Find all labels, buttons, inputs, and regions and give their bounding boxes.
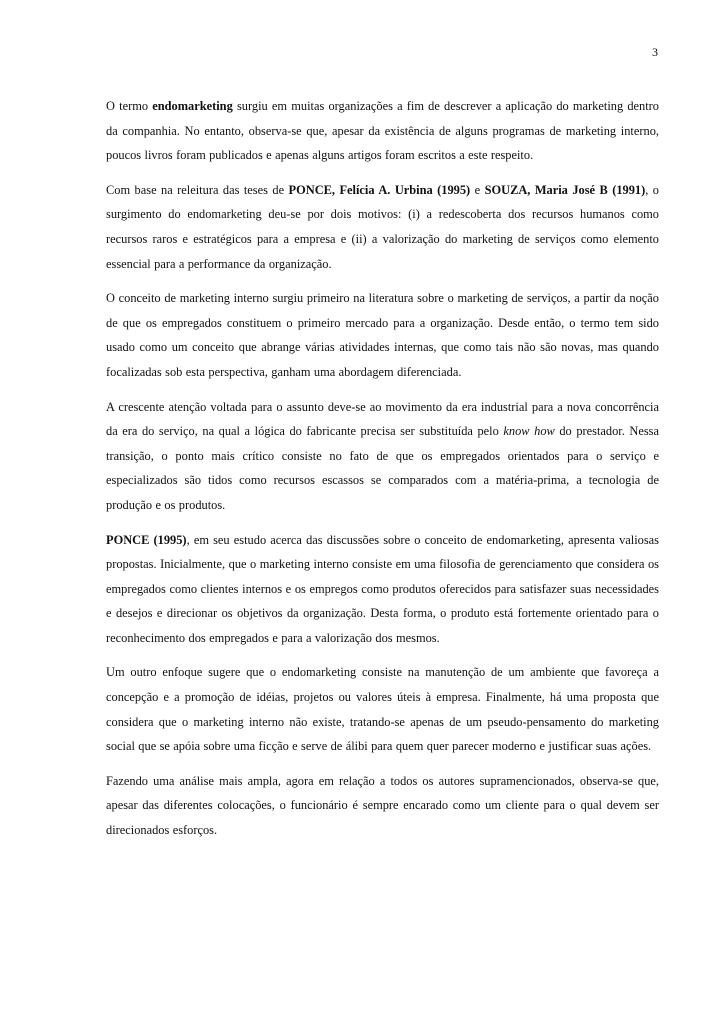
- text-run: Fazendo uma análise mais ampla, agora em relação a todos os autores supramencionados, observa-se que, apesar das diferentes colocações, o funcionário é sempre encarado como um cliente para o qual devem ser direcionados esforços.: [106, 773, 659, 838]
- text-run: , em seu estudo acerca das discussões sobre o conceito de endomarketing, apresenta valiosas propostas. Inicialmente, que o marketing interno consiste em uma filosofia de gerenciamento que considera os empregados como clientes internos e os empregos como produtos oferecidos para satisfazer suas necessidades e desejos e direcionar os objetivos da organização. Desta forma, o produto está fortemente orientado para o reconhecimento dos empregados e para a valorização dos mesmos.: [106, 532, 659, 645]
- text-run: surgiu em muitas organizações a fim de descrever a aplicação do marketing dentro da companhia. No entanto, observa-se que, apesar da existência de alguns programas de marketing interno, poucos livros foram publicados e apenas alguns artigos foram escritos a este respeito.: [106, 99, 659, 163]
- document-body: [106, 94, 659, 853]
- bold-term-endomarketing: endomarketing: [152, 99, 233, 113]
- citation-souza: SOUZA, Maria José B (1991): [484, 182, 646, 197]
- text-run: O termo: [106, 99, 153, 113]
- page-number: 3: [652, 45, 658, 59]
- text-run: O conceito de marketing interno surgiu primeiro na literatura sobre o marketing de serviços, a partir da noção de que os empregados constituem o primeiro mercado para a organização. Desde então, o termo tem sido usado como um conceito que abrange várias atividades internas, que como tais não são novas, mas quando focalizadas sob esta perspectiva, ganham uma abordagem diferenciada.: [106, 291, 659, 379]
- paragraph-5: [106, 528, 659, 651]
- paragraph-6: [106, 660, 659, 758]
- paragraph-2: [106, 178, 659, 276]
- paragraph-1: [106, 94, 659, 168]
- text-run: Com base na releitura das teses de: [106, 182, 289, 197]
- paragraph-3: [106, 286, 659, 384]
- text-run: A crescente atenção voltada para o assunto deve-se ao movimento da era industrial para a nova concorrência da era do serviço, na qual a lógica do fabricante precisa ser substituída pelo: [106, 399, 659, 439]
- italic-term-know-how: know how: [503, 424, 555, 439]
- paragraph-4: [106, 395, 659, 518]
- text-run: Um outro enfoque sugere que o endomarketing consiste na manutenção de um ambiente que favoreça a concepção e a promoção de idéias, projetos ou valores úteis à empresa. Finalmente, há uma proposta que considera que o marketing interno não existe, tratando-se apenas de um pseudo-pensamento do marketing social que se apóia sobre uma ficção e serve de álibi para quem quer parecer moderno e justificar suas ações.: [106, 665, 659, 754]
- citation-ponce-1995: PONCE (1995): [106, 532, 187, 547]
- citation-ponce: PONCE, Felícia A. Urbina (1995): [288, 182, 471, 197]
- text-run: , o surgimento do endomarketing deu-se por dois motivos: (i) a redescoberta dos recursos humanos como recursos raros e estratégicos para a empresa e (ii) a valorização do marketing de serviços como elemento essencial para a performance da organização.: [106, 182, 659, 271]
- text-run: do prestador. Nessa transição, o ponto mais crítico consiste no fato de que os empregados orientados para o serviço e especializados são tidos como recursos escassos se comparados com a matéria-prima, a tecnologia de produção e os produtos.: [106, 424, 659, 512]
- paragraph-7: [106, 769, 659, 843]
- text-run: e: [470, 182, 485, 197]
